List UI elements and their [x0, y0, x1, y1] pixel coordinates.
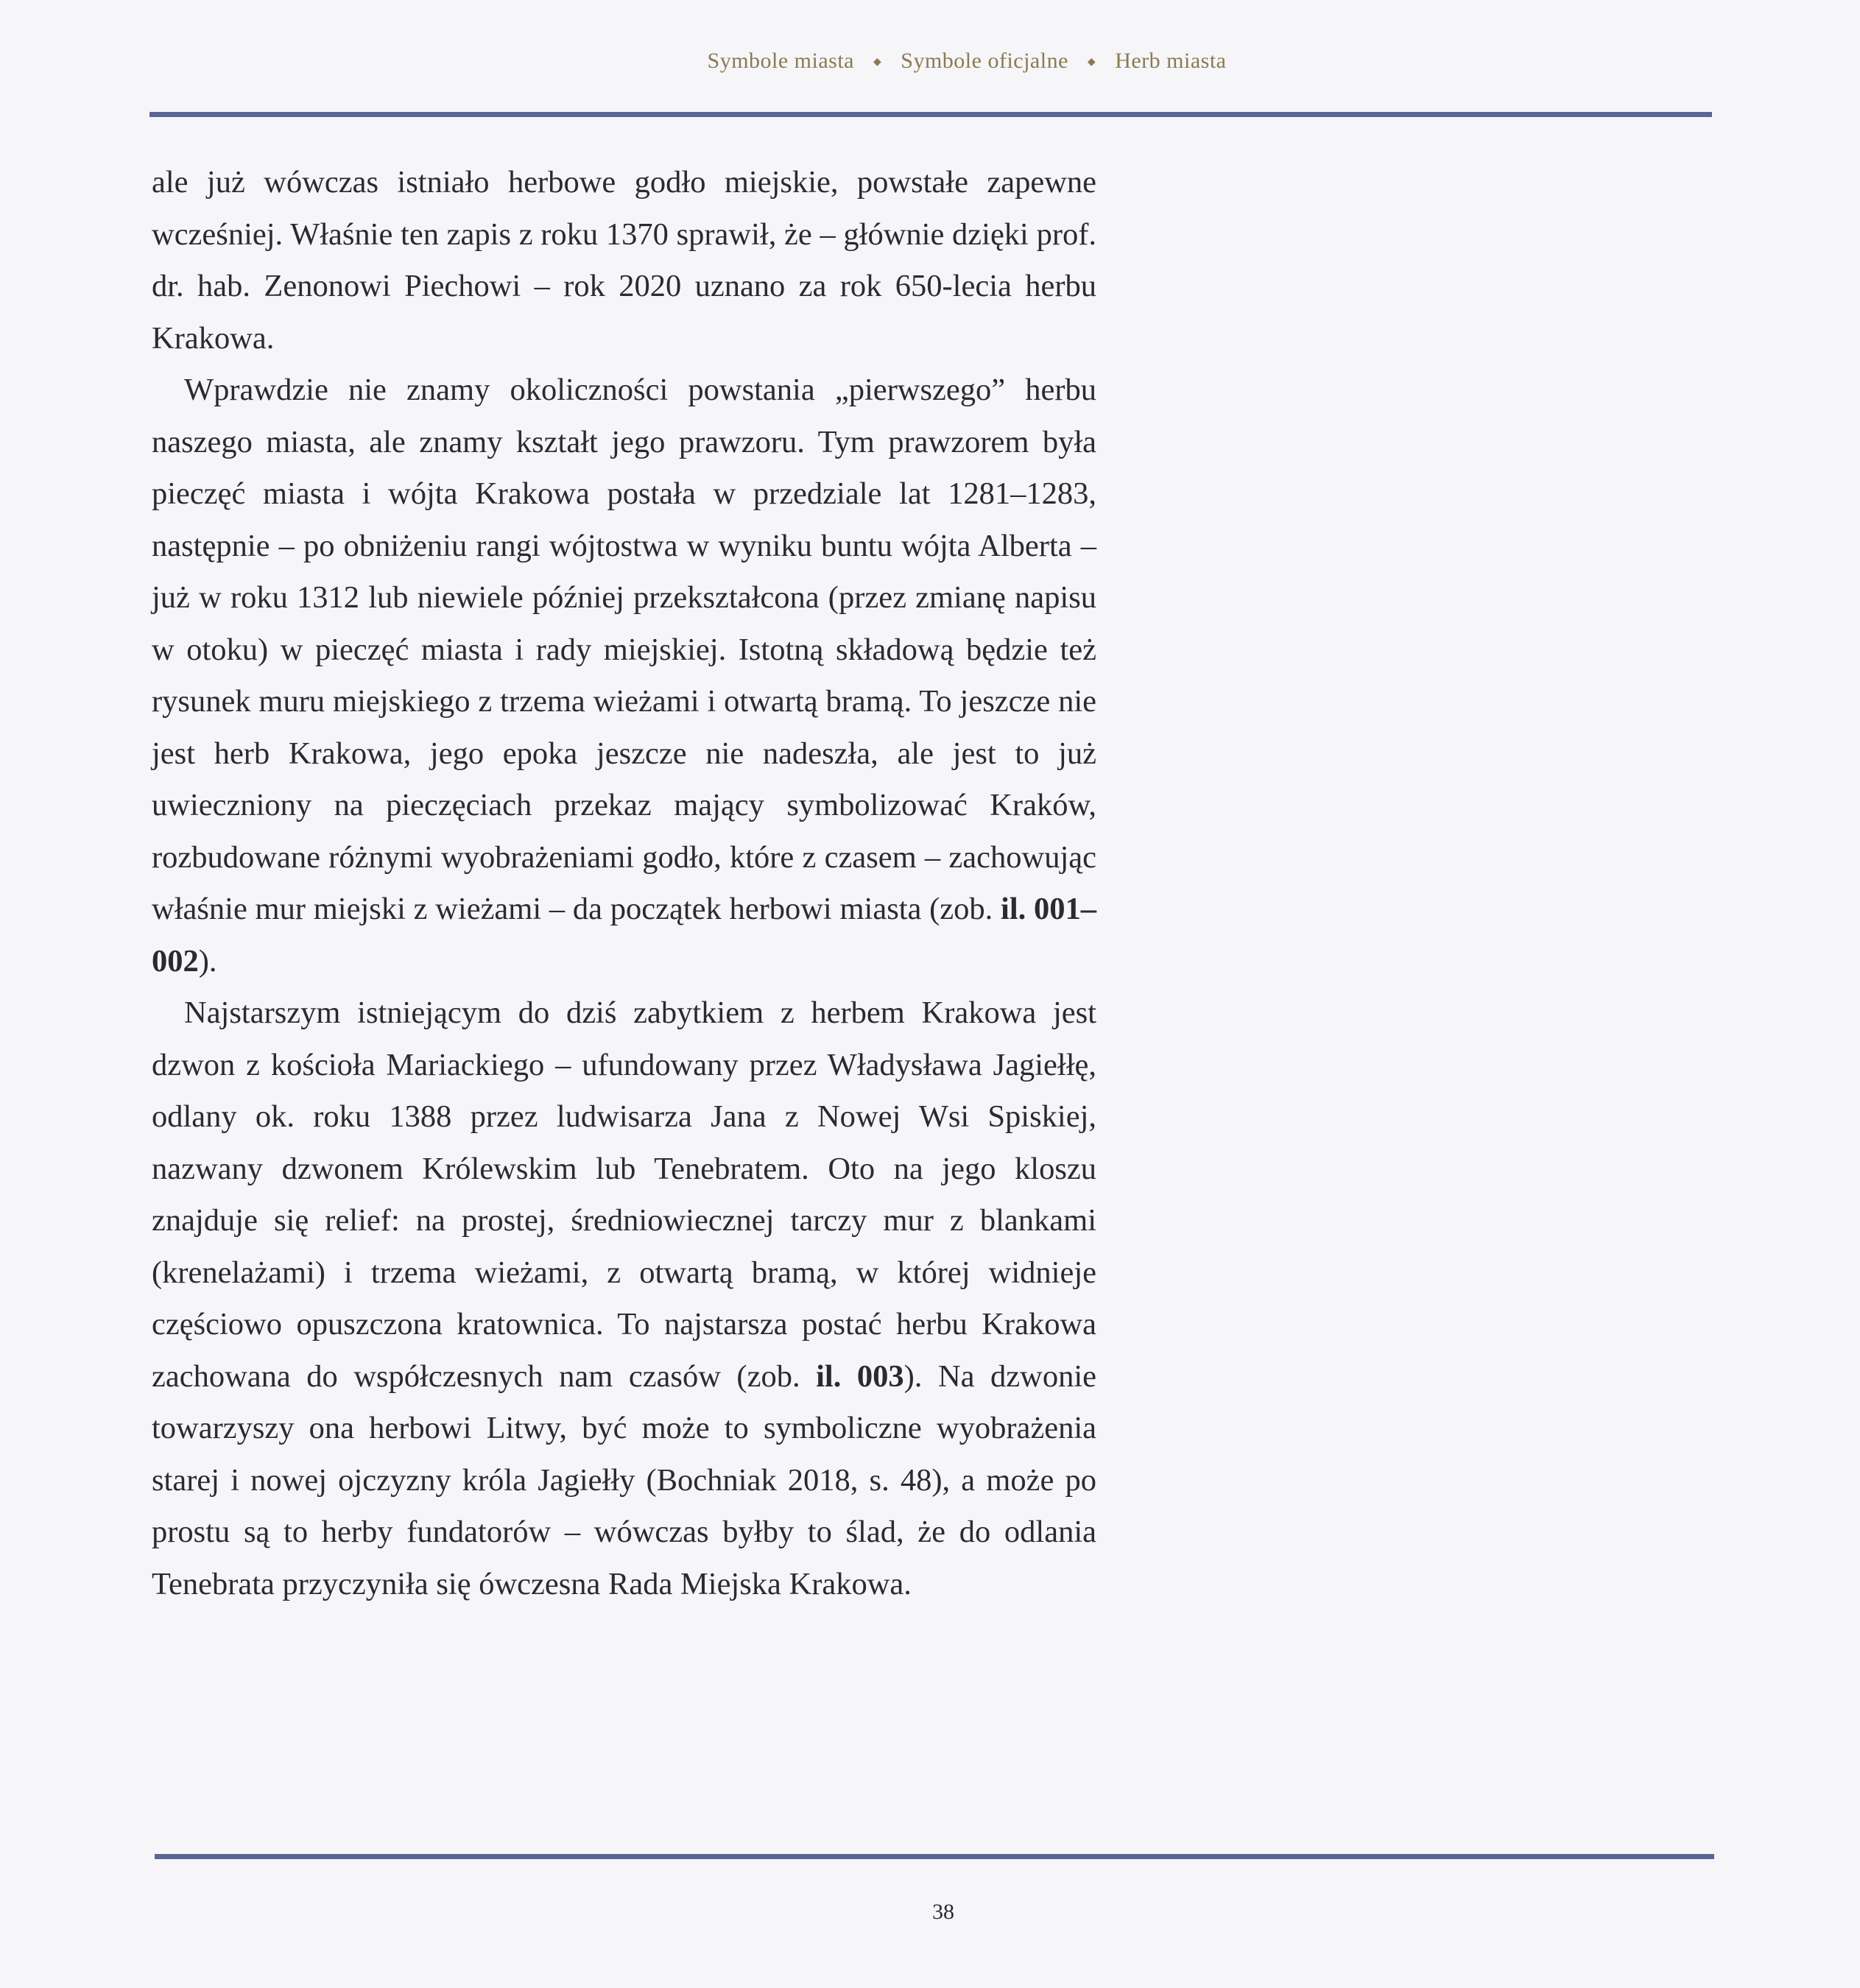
paragraph-3	[152, 987, 1096, 1610]
paragraph-2-text-end: ).	[198, 943, 217, 979]
header-topic: Herb miasta	[1115, 49, 1227, 73]
header-rule	[149, 112, 1712, 117]
running-header	[0, 43, 1860, 81]
header-separator-diamond-icon: ◆	[873, 57, 882, 68]
illustration-reference-001-002: il. 001–002	[152, 892, 1096, 979]
paragraph-1-text: ale już wówczas istniało herbowe godło miejskie, powstałe zapewne wcześniej. Właśnie ten zapis z roku 1370 sprawił, że – głównie dzięki prof. dr. hab. Zenonowi Piechowi – rok 2020 uznano za rok 650-lecia herbu Krakowa.	[152, 165, 1096, 356]
header-separator-diamond-icon: ◆	[1087, 57, 1096, 68]
illustration-reference-003: il. 003	[816, 1358, 904, 1394]
paragraph-3-text-end: ). Na dzwonie towarzyszy ona herbowi Litwy, być może to symboliczne wyobrażenia starej i nowej ojczyzny króla Jagiełły (Bochniak 2018, s. 48), a może po prostu są to herby fundatorów – wówczas byłby to ślad, że do odlania Tenebrata przyczyniła się ówczesna Rada Miejska Krakowa.	[152, 1358, 1097, 1601]
paragraph-2	[152, 364, 1096, 987]
paragraph-3-text: Najstarszym istniejącym do dziś zabytkiem z herbem Krakowa jest dzwon z kościoła Mariackiego – ufundowany przez Władysława Jagiełłę, odlany ok. roku 1388 przez ludwisarza Jana z Nowej Wsi Spiskiej, nazwany dzwonem Królewskim lub Tenebratem. Oto na jego kloszu znajduje się relief: na prostej, średniowiecznej tarczy mur z blankami (krenelażami) i trzema wieżami, z otwartą bramą, w której widnieje częściowo opuszczona kratownica. To najstarsza postać herbu Krakowa zachowana do współczesnych nam czasów (zob.	[152, 995, 1096, 1394]
paragraph-1	[152, 157, 1096, 364]
footer-rule	[155, 1854, 1714, 1859]
paragraph-2-text: Wprawdzie nie znamy okoliczności powstania „pierwszego” herbu naszego miasta, ale znamy kształt jego prawzoru. Tym prawzorem była pieczęć miasta i wójta Krakowa postała w przedziale lat 1281–1283, następnie – po obniżeniu rangi wójtostwa w wyniku buntu wójta Alberta – już w roku 1312 lub niewiele później przekształcona (przez zmianę napisu w otoku) w pieczęć miasta i rady miejskiej. Istotną składową będzie też rysunek muru miejskiego z trzema wieżami i otwartą bramą. To jeszcze nie jest herb Krakowa, jego epoka jeszcze nie nadeszła, ale jest to już uwieczniony na pieczęciach przekaz mający symbolizować Kraków, rozbudowane różnymi wyobrażeniami godło, które z czasem – zachowując właśnie mur miejski z wieżami – da początek herbowi miasta (zob.	[152, 373, 1096, 926]
header-subsection: Symbole oficjalne	[901, 49, 1068, 73]
main-text	[152, 157, 1096, 1610]
header-section: Symbole miasta	[707, 49, 854, 73]
page-number: 38	[932, 1900, 954, 1924]
